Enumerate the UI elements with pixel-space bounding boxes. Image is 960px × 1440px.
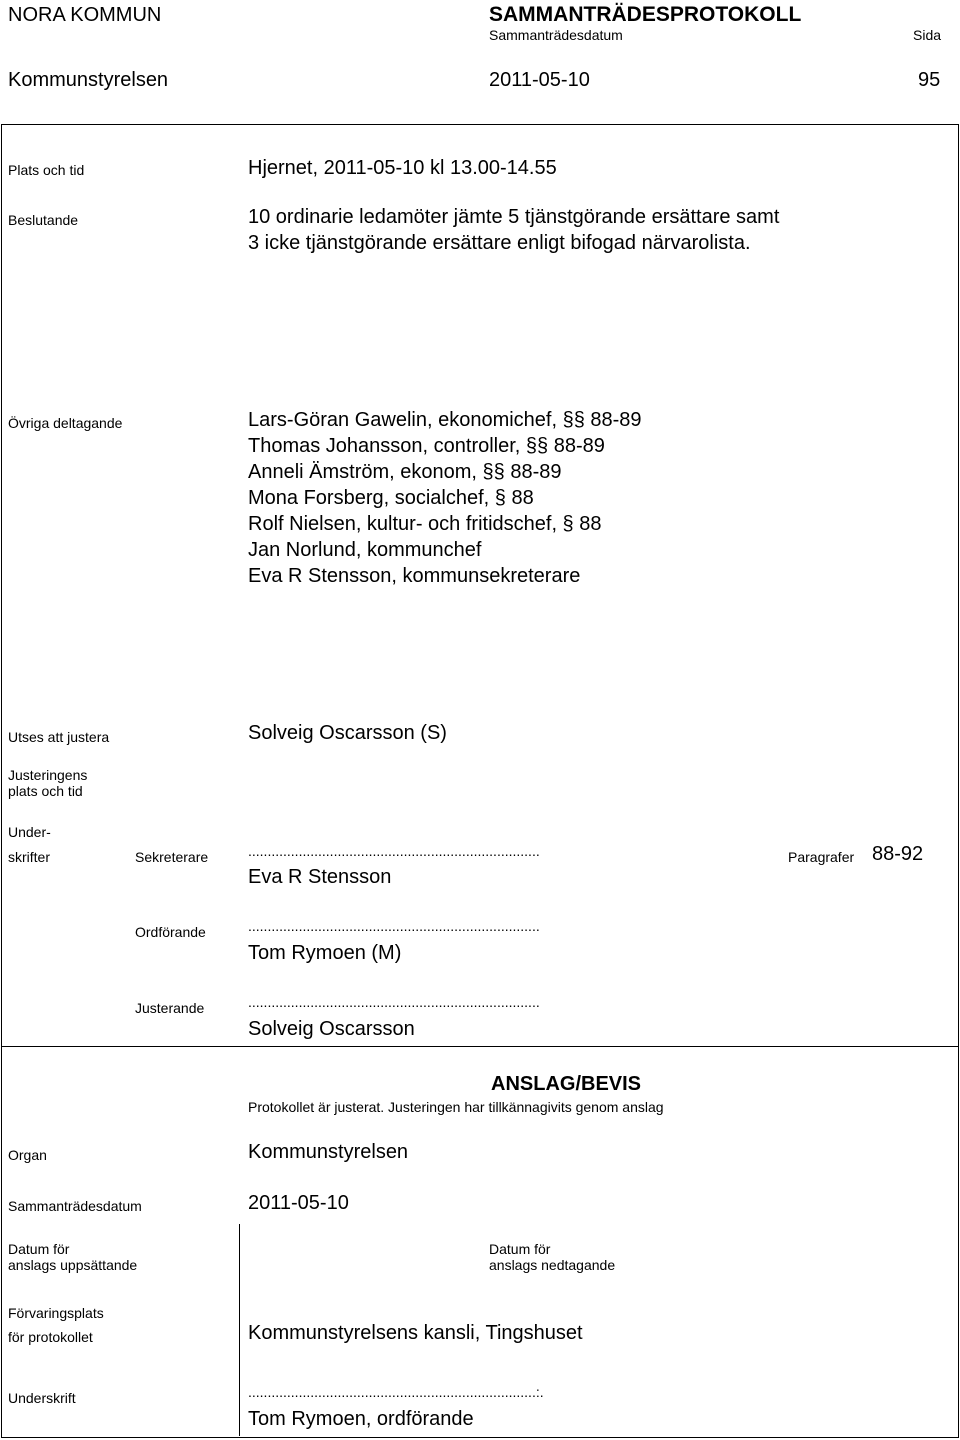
- organ-value: Kommunstyrelsen: [248, 1141, 409, 1163]
- protocol-frame: [1, 124, 959, 1438]
- notice-title: ANSLAG/BEVIS: [491, 1073, 642, 1095]
- notice-left-divider: [239, 1224, 240, 1436]
- list-item: Jan Norlund, kommunchef: [248, 539, 482, 561]
- storage-label: för protokollet: [8, 1329, 93, 1345]
- adjust-value: Solveig Oscarsson (S): [248, 722, 447, 744]
- adjuster-name: Solveig Oscarsson: [248, 1018, 415, 1040]
- signature-label: Underskrift: [8, 1390, 76, 1406]
- paragraphs-label: Paragrafer: [788, 849, 855, 865]
- others-label: Övriga deltagande: [8, 415, 123, 431]
- posted-date-label: anslags uppsättande: [8, 1257, 138, 1273]
- signatures-label: Under-: [8, 824, 51, 840]
- header-date-label: Sammanträdesdatum: [489, 27, 623, 43]
- signatures-label: skrifter: [8, 849, 50, 865]
- removed-date-label: Datum för: [489, 1241, 551, 1257]
- chair-label: Ordförande: [135, 924, 206, 940]
- signature-name: Tom Rymoen, ordförande: [248, 1408, 474, 1430]
- list-item: Eva R Stensson, kommunsekreterare: [248, 565, 581, 587]
- list-item: Mona Forsberg, socialchef, § 88: [248, 487, 534, 509]
- top-border: [2, 124, 958, 125]
- signature-line: ..........................................................................:.: [248, 1384, 544, 1400]
- posted-date-label: Datum för: [8, 1241, 70, 1257]
- organ-label: Organ: [8, 1147, 47, 1163]
- notice-date-value: 2011-05-10: [248, 1192, 349, 1214]
- storage-value: Kommunstyrelsens kansli, Tingshuset: [248, 1322, 583, 1344]
- header-page-label: Sida: [913, 27, 942, 43]
- secretary-name: Eva R Stensson: [248, 866, 392, 888]
- decision-line: 10 ordinarie ledamöter jämte 5 tjänstgörande ersättare samt: [248, 206, 780, 228]
- storage-label: Förvaringsplats: [8, 1305, 104, 1321]
- chair-name: Tom Rymoen (M): [248, 942, 402, 964]
- adjust-place-label: plats och tid: [8, 783, 83, 799]
- place-value: Hjernet, 2011-05-10 kl 13.00-14.55: [248, 157, 557, 179]
- list-item: Rolf Nielsen, kultur- och fritidschef, § 88: [248, 513, 602, 535]
- list-item: Lars-Göran Gawelin, ekonomichef, §§ 88-89: [248, 409, 642, 431]
- decision-label: Beslutande: [8, 212, 79, 228]
- header-page-number: 95: [918, 69, 941, 91]
- adjuster-label: Justerande: [135, 1000, 205, 1016]
- list-item: Anneli Ämström, ekonom, §§ 88-89: [248, 461, 562, 483]
- chair-signature-line: ...........................................................................: [248, 918, 540, 934]
- notice-date-label: Sammanträdesdatum: [8, 1198, 142, 1214]
- adjust-label: Utses att justera: [8, 729, 110, 745]
- notice-intro: Protokollet är justerat. Justeringen har tillkännagivits genom anslag: [248, 1099, 664, 1115]
- place-label: Plats och tid: [8, 162, 85, 178]
- municipality-name: NORA KOMMUN: [8, 4, 162, 26]
- adjuster-signature-line: ...........................................................................: [248, 994, 540, 1010]
- adjust-place-label: Justeringens: [8, 767, 88, 783]
- removed-date-label: anslags nedtagande: [489, 1257, 616, 1273]
- secretary-signature-line: ...........................................................................: [248, 843, 540, 859]
- decision-text: [248, 204, 779, 256]
- decision-line: 3 icke tjänstgörande ersättare enligt bifogad närvarolista.: [248, 232, 751, 254]
- secretary-label: Sekreterare: [135, 849, 209, 865]
- header-body: Kommunstyrelsen: [8, 69, 169, 91]
- list-item: Thomas Johansson, controller, §§ 88-89: [248, 435, 605, 457]
- signatures-divider: [2, 1046, 958, 1047]
- paragraphs-value: 88-92: [872, 843, 924, 865]
- others-list: [248, 407, 642, 589]
- document-title: SAMMANTRÄDESPROTOKOLL: [489, 3, 802, 26]
- header-date: 2011-05-10: [489, 69, 590, 91]
